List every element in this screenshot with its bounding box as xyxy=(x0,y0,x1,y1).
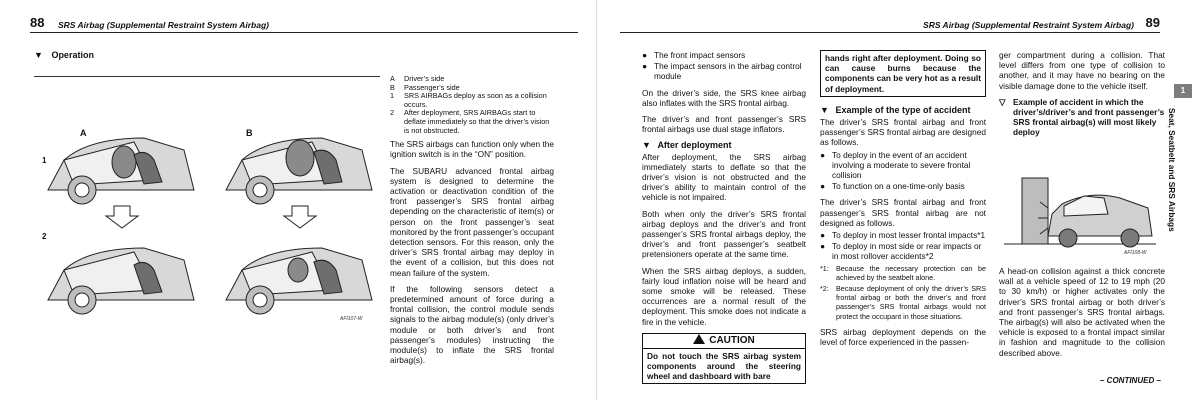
section-marker-icon: ▼ xyxy=(642,140,651,151)
legend-item: B Passenger’s side xyxy=(390,82,460,92)
caution-body: Do not touch the SRS airbag system components around the steering wheel and dashboard with bare xyxy=(642,348,806,385)
right-page-header xyxy=(620,14,1160,33)
subsection-marker-icon: ▽ xyxy=(999,96,1006,107)
collision-illustration xyxy=(1000,168,1160,256)
section-marker-icon: ▼ xyxy=(820,104,829,115)
right-page-number: 89 xyxy=(1145,15,1160,30)
legend-item: 2 After deployment, SRS AIRBAGs start to deflate immediately so that the driver’s vision is not obstructed. xyxy=(390,108,550,135)
paragraph: After deployment, the SRS airbag immediately starts to deflate so that the driver’s vision is not obstructed and the driver’s ability to maintain control of the vehicle is not impaired. xyxy=(642,151,806,203)
paragraph: On the driver’s side, the SRS knee airbag also inflates with the SRS frontal airbag. xyxy=(642,87,806,108)
paragraph: The SRS airbags can function only when the ignition switch is in the “ON” position. xyxy=(390,139,554,160)
paragraph: SRS airbag deployment depends on the level of force experienced in the passen- xyxy=(820,326,986,348)
left-page-number: 88 xyxy=(30,15,45,30)
legend-item: A Driver’s side xyxy=(390,74,445,83)
right-header-title: SRS Airbag (Supplemental Restraint System Airbag) xyxy=(923,20,1134,30)
example-text-column xyxy=(820,50,986,353)
figure-label-b: B xyxy=(246,128,253,138)
figure-legend xyxy=(390,75,554,135)
caution-body-continued: hands right after deployment. Doing so can cause burns because the components can be very hot as a result of deployment. xyxy=(820,50,986,97)
paragraph: The driver’s SRS frontal airbag and front passenger’s SRS frontal airbag are designed as follows. xyxy=(820,117,986,148)
figure-top-rule xyxy=(34,76,380,77)
operation-heading: ▼ Operation xyxy=(34,50,94,60)
page-gutter xyxy=(596,0,597,400)
warning-triangle-icon xyxy=(693,334,705,344)
figure-row-2: 2 xyxy=(42,232,47,241)
car-interior-driver-2 xyxy=(48,248,194,314)
accident-example-column xyxy=(999,50,1165,138)
collision-figure xyxy=(1000,168,1160,256)
paragraph: The driver’s SRS frontal airbag and front passenger’s SRS frontal airbag are not designed as follows. xyxy=(820,197,986,228)
list-item: ● The front impact sensors xyxy=(642,50,746,60)
collision-description xyxy=(999,266,1165,364)
section-marker-icon: ▼ xyxy=(34,50,43,60)
car-interior-driver-1 xyxy=(48,138,194,204)
list-item: ● To deploy in most side or rear impacts or in most rollover accidents*2 xyxy=(820,241,982,262)
list-item: ● The impact sensors in the airbag control module xyxy=(642,61,802,82)
list-item: ● To deploy in most lesser frontal impacts*1 xyxy=(820,230,986,241)
chapter-side-title: Seat, Seatbelt and SRS Airbags xyxy=(1167,108,1177,232)
list-item: ● To function on a one-time-only basis xyxy=(820,181,965,192)
paragraph: ger compartment during a collision. That level differs from one type of collision to another, and it may have no bearing on the visible damage done to the vehicle itself. xyxy=(999,50,1165,91)
car-interior-passenger-2 xyxy=(226,248,372,314)
after-deployment-heading: ▼ After deployment xyxy=(642,140,732,151)
list-item: ● To deploy in the event of an accident involving a moderate to severe frontal collision xyxy=(820,149,971,181)
concrete-wall xyxy=(1022,178,1048,244)
caution-header: CAUTION xyxy=(642,333,806,348)
example-heading: ▼ Example of the type of accident xyxy=(820,104,971,115)
paragraph: Both when only the driver’s SRS frontal airbag deploys and the driver’s and front passenger’s SRS frontal airbags deploy, the driver’s and front passenger’s seatbelt pretensioners operate at the same time. xyxy=(642,208,806,260)
paragraph: A head-on collision against a thick concrete wall at a vehicle speed of 12 to 19 mph (20 to 30 km/h) or higher activates only the driver’s SRS frontal airbag or both driver’s and front passenger’s SRS frontal airbags. The airbag(s) will also be activated when the vehicle is exposed to a frontal impact similar in fashion and magnitude to the collision described above. xyxy=(999,266,1165,358)
footnote: *2: Because deployment of only the driver’s SRS frontal airbag or both the driver’s and front passenger’s SRS frontal airbags would not protect the occupant in those situations. xyxy=(820,284,986,321)
footnote: *1: Because the necessary protection can be achieved by the seatbelt alone. xyxy=(820,263,986,282)
paragraph: If the following sensors detect a predetermined amount of force during a frontal collision, the control module sends signals to the airbag module(s) (only driver’s module or both driver’s and front passenger’s modules) instructing the module(s) to inflate the SRS frontal airbag(s). xyxy=(390,283,554,366)
left-page-header xyxy=(30,14,578,33)
deployment-text-column xyxy=(642,50,806,384)
paragraph: When the SRS airbag deploys, a sudden, fairly loud inflation noise will be heard and some smoke will be released. These occurrences are a normal result of the deployment. This smoke does not indicate a fire in the vehicle. xyxy=(642,265,806,327)
paragraph: The driver’s and front passenger’s SRS frontal airbags use dual stage inflators. xyxy=(642,114,806,135)
paragraph: The SUBARU advanced frontal airbag system is designed to determine the activation or deactivation condition of the front passenger’s SRS frontal airbag depending on the characteristic of item(s) or person on the front passenger’s seat monitored by the front passenger’s occupant detection sensors. For this reason, only the driver’s SRS frontal airbag may deploy in the event of a collision, but this does not mean failure of the system. xyxy=(390,165,554,278)
left-header-title: SRS Airbag (Supplemental Restraint System Airbag) xyxy=(58,20,269,30)
figure-code-2: AFI108-W xyxy=(1124,250,1147,256)
airbag-deployment-figure xyxy=(34,120,374,320)
figure-row-1: 1 xyxy=(42,156,47,165)
figure-code: AFI107-W xyxy=(340,316,363,322)
car-interior-passenger-1 xyxy=(226,138,372,204)
chapter-tab[interactable]: 1 xyxy=(1174,84,1192,98)
airbag-illustration xyxy=(34,120,374,320)
figure-label-a: A xyxy=(80,128,87,138)
legend-item: 1 SRS AIRBAGs deploy as soon as a collision occurs. xyxy=(390,91,547,109)
continued-label: – CONTINUED – xyxy=(1100,376,1161,385)
operation-text-column xyxy=(390,75,554,371)
accident-subheading: ▽ Example of accident in which the driver’s/driver’s and front passenger’s SRS frontal airbag(s) will most likely deploy xyxy=(999,96,1165,138)
